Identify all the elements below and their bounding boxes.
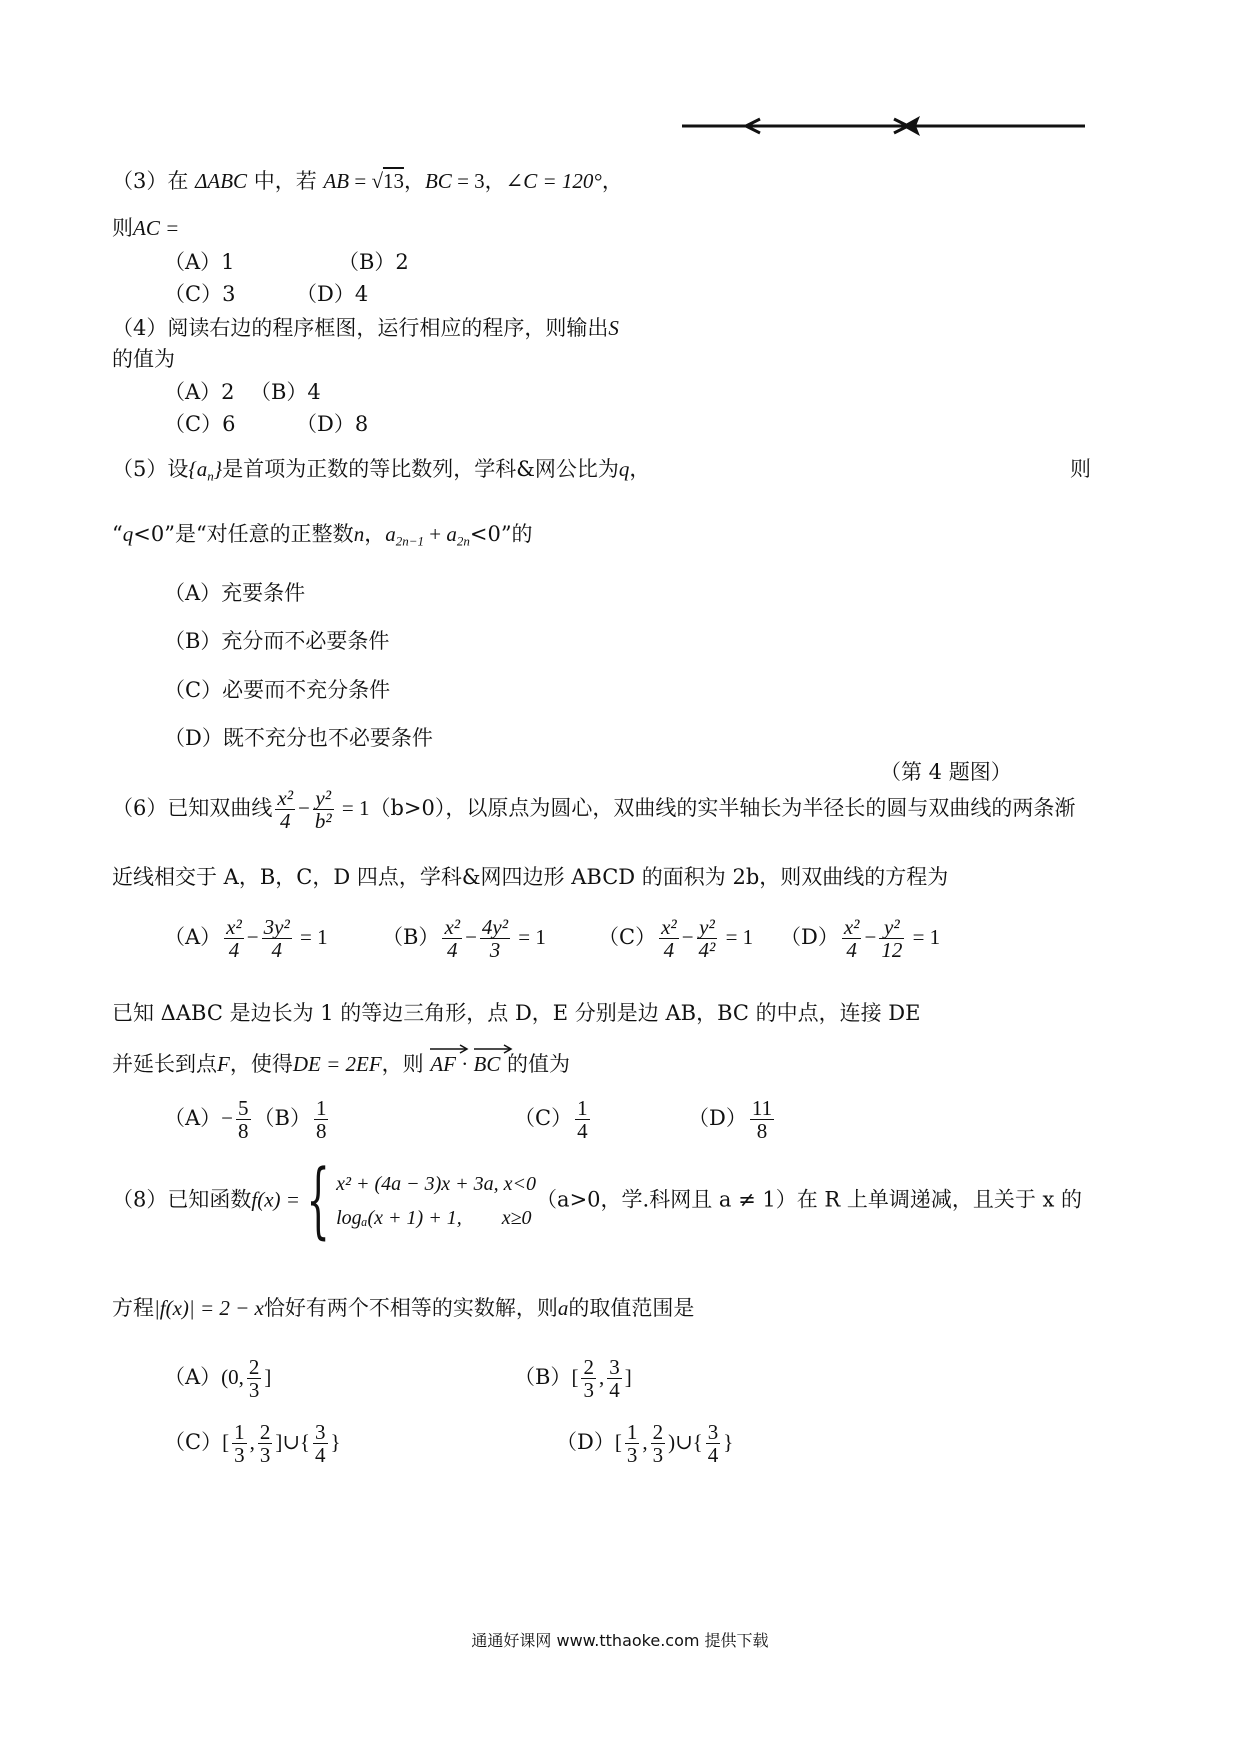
q8-option-d: （D）[ $\frac{1}{3}$ , $\frac{2}{3}$ )∪{ $\frac{3}{4}$ } — [556, 1420, 734, 1468]
q3-option-a: （A）1 — [164, 250, 235, 274]
vector-arrow-icon — [430, 1044, 470, 1054]
q6-line1: （6）已知双曲线 $\frac{\text{x²}}{4}$ − $\frac{\text{y²}}{\text{b²}}$ = 1（b>0），以原点为圆心，双曲线的实半轴长为半径长的圆与双曲线的两条渐 — [112, 786, 1076, 834]
q7-option-d: （D） $\frac{11}{8}$ — [688, 1096, 773, 1144]
q5-option-a: （A）充要条件 — [164, 581, 306, 605]
q5-line2: “q<0”是“对任意的正整数n，$a_{2n-1} + a_{2n}<0$”的 — [112, 522, 533, 549]
arrow-line-decoration — [680, 112, 1090, 142]
q4-option-d: （D）8 — [296, 412, 369, 436]
q6-option-b: （B） $\frac{\text{x²}}{4}$ − $\frac{\text{4y²}}{3}$ = 1 — [382, 915, 546, 963]
q8-option-b: （B）[ $\frac{2}{3}$ , $\frac{3}{4}$ ] — [514, 1355, 632, 1403]
figure-4-caption: （第 4 题图） — [880, 760, 1012, 784]
q3-line1: （3）在 ΔABC 中，若 AB = √13，BC = 3，∠C = 120°， — [112, 169, 623, 193]
q5-option-d: （D）既不充分也不必要条件 — [164, 726, 433, 750]
q6-line2: 近线相交于 A，B，C，D 四点，学科&网四边形 ABCD 的面积为 2b，则双曲线的方程为 — [112, 865, 949, 889]
q4-option-c: （C）6 — [164, 412, 236, 436]
q7-option-a-b: （A）− $\frac{5}{8}$ （B） $\frac{1}{8}$ — [164, 1096, 327, 1144]
q6-option-c: （C） $\frac{\text{x²}}{4}$ − $\frac{\text{y²}}{\text{4²}}$ = 1 — [598, 915, 754, 963]
q5-line1: （5）设$\{a_n\}$是首项为正数的等比数列，学科&网公比为q， — [112, 457, 651, 484]
q6-option-d: （D） $\frac{\text{x²}}{4}$ − $\frac{\text{y²}}{12}$ = 1 — [780, 915, 941, 963]
q3-option-b: （B）2 — [338, 250, 409, 274]
q6-option-a: （A） $\frac{\text{x²}}{4}$ − $\frac{\text{3y²}}{4}$ = 1 — [164, 915, 328, 963]
q3-option-d: （D）4 — [296, 282, 369, 306]
q8-line1: （8）已知函数f(x) ={ x² + (4a − 3)x + 3a, x<0 logₐ(x + 1) + 1, x≥0 （a>0，学.科网且 a ≠ 1）在 R 上单调递减，且关于 x 的 — [112, 1153, 1083, 1248]
q8-option-a: （A）(0, $\frac{2}{3}$ ] — [164, 1355, 272, 1403]
q5-line1-end: 则 — [1070, 457, 1091, 481]
left-brace-icon: { — [306, 1153, 330, 1248]
footer-source: 通通好课网 www.tthaoke.com 提供下载 — [471, 1631, 769, 1650]
q7-line2: 并延长到点F，使得DE = 2EF，则 AF · BC 的值为 — [112, 1052, 570, 1077]
q4-line2: 的值为 — [112, 347, 175, 371]
q4-option-a: （A）2 — [164, 380, 235, 404]
q8-line2: 方程|f(x)| = 2 − x恰好有两个不相等的实数解，则a的取值范围是 — [112, 1296, 695, 1320]
q5-option-c: （C）必要而不充分条件 — [164, 678, 391, 702]
q8-option-c: （C）[ $\frac{1}{3}$ , $\frac{2}{3}$ ]∪{ $\frac{3}{4}$ } — [164, 1420, 341, 1468]
q7-line1: 已知 ΔABC 是边长为 1 的等边三角形，点 D，E 分别是边 AB，BC 的中点，连接 DE — [112, 1001, 921, 1025]
q3-line2: 则AC = — [112, 216, 180, 240]
q4-option-b: （B）4 — [250, 380, 321, 404]
vector-arrow-icon — [474, 1044, 514, 1054]
q4-line1: （4）阅读右边的程序框图，运行相应的程序，则输出S — [112, 316, 619, 340]
q7-option-c: （C） $\frac{1}{4}$ — [514, 1096, 588, 1144]
q5-option-b: （B）充分而不必要条件 — [164, 629, 390, 653]
q3-option-c: （C）3 — [164, 282, 236, 306]
